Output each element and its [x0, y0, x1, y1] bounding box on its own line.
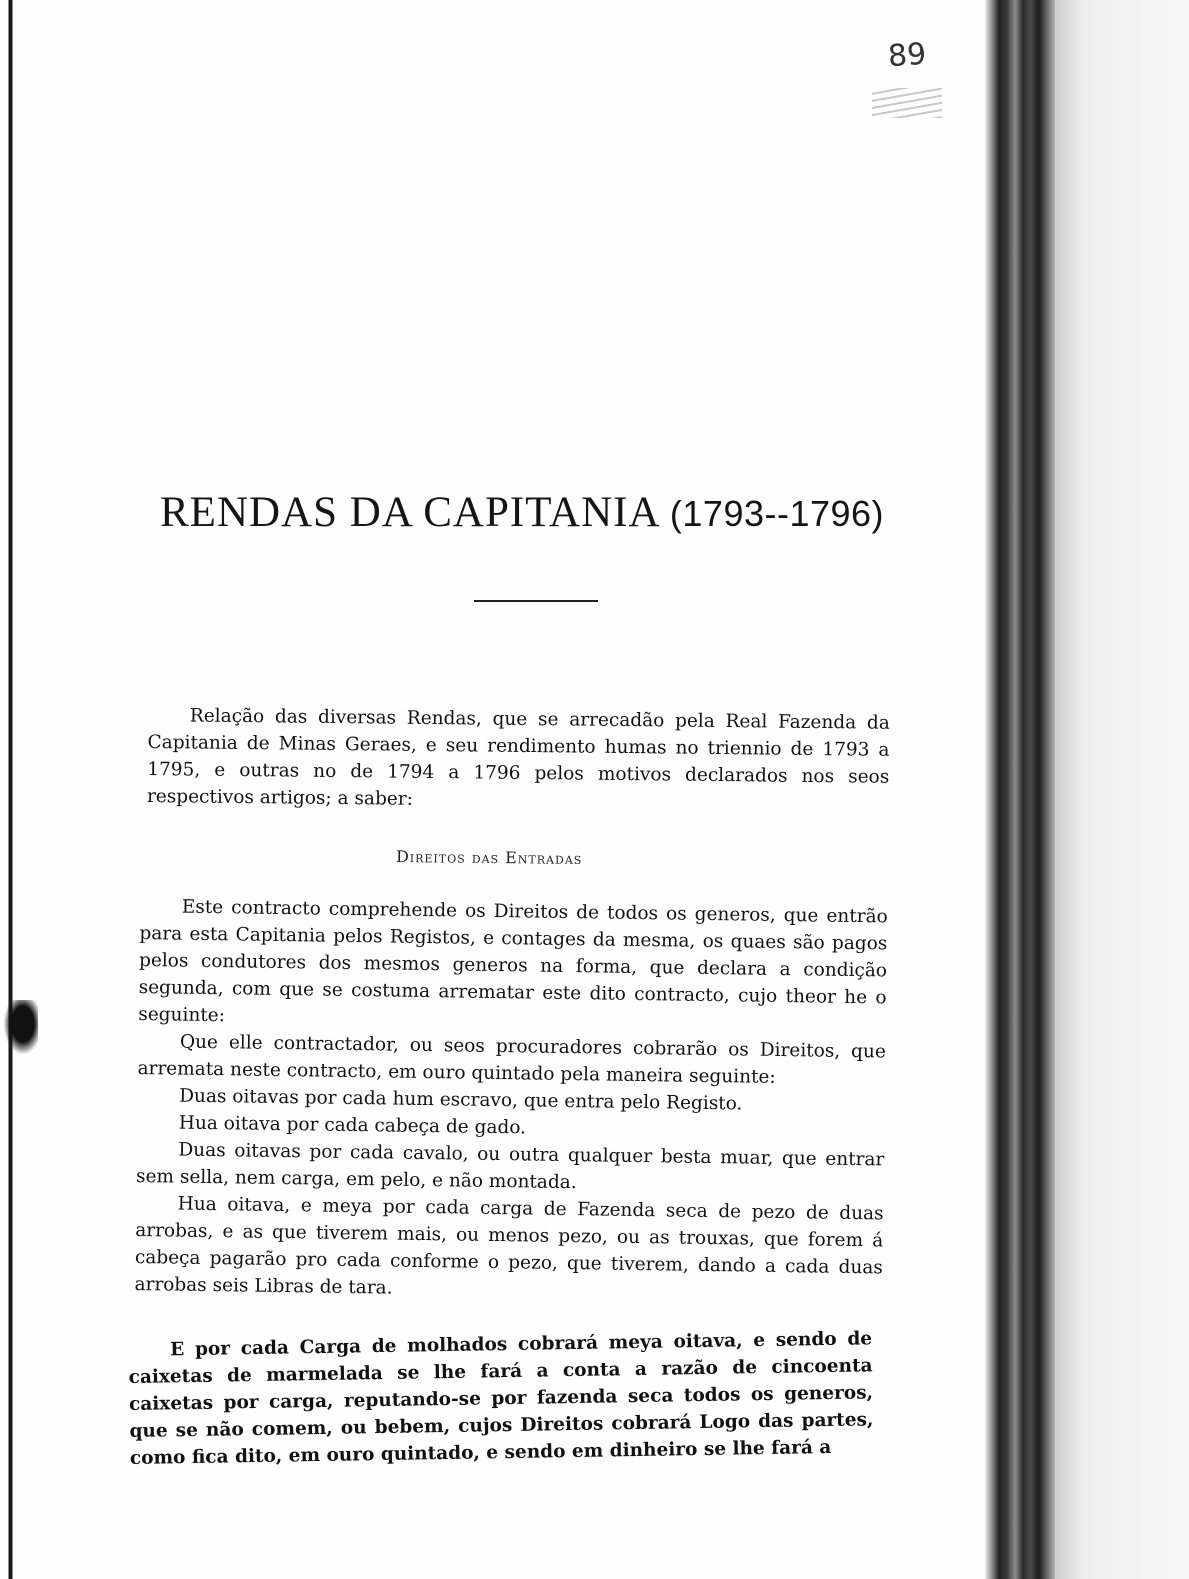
paragraph: Hua oitava, e meya por cada carga de Fazenda seca de pezo de duas arrobas, e as que tiverem mais, ou menos pezo, ou as trouxas, que forem á cabeça pagarão pro cada conforme o pezo, que tiverem, dando a cada duas arrobas seis Libras de tara.	[134, 1193, 884, 1299]
paragraph: Duas oitavas por cada cavalo, ou outra qualquer besta muar, que entrar sem sella, nem carga, em pelo, e não montada.	[135, 1139, 885, 1194]
intro-block	[147, 702, 890, 818]
document-title	[160, 488, 920, 537]
page-left-edge	[0, 0, 16, 1579]
paragraph: Hua oitava por cada cabeça de gado.	[178, 1112, 527, 1139]
paragraph: Que elle contractador, ou seos procuradores cobrarão os Direitos, que arremata neste contracto, em ouro quintado pela maneira seguinte:	[137, 1031, 887, 1088]
paragraph: E por cada Carga de molhados cobrará meya oitava, e sendo de caixetas de marmelada se lhe fará a conta a razão de cincoenta caixetas por carga, reputando-se por fazenda seca todos os generos, que se não comem, ou bebem, cujos Direitos cobrará Logo das partes, como fica dito, em ouro quintado, e sendo em dinheiro se lhe fará a	[128, 1328, 874, 1469]
paragraph: Este contracto comprehende os Direitos de todos os generos, que entrão para esta Capitania pelos Registos, e contages da mesma, os quaes são pagos pelos condutores dos mesmos generos na forma, que declara a condição segunda, com que se costuma arrematar este dito contracto, cujo theor he o seguinte:	[138, 896, 888, 1027]
scan-margin	[1055, 0, 1189, 1579]
ink-blot	[0, 1000, 38, 1060]
body-block-1	[134, 893, 888, 1308]
title-rule	[474, 600, 598, 602]
book-binding-shadow	[985, 0, 1055, 1579]
section-heading: Direitos das Entradas	[395, 847, 583, 868]
title-years: (1793--1796)	[669, 493, 885, 534]
faint-stamp-mark	[872, 88, 942, 118]
page-number: 89	[886, 36, 928, 75]
paragraph: Duas oitavas por cada hum escravo, que entra pelo Registo.	[179, 1085, 743, 1115]
intro-paragraph: Relação das diversas Rendas, que se arrecadão pela Real Fazenda da Capitania de Minas Geraes, e seu rendimento humas no triennio de 1793 a 1795, e outras no de 1794 a 1796 pelos motivos declarados nos seos respectivos artigos; a saber:	[146, 705, 890, 810]
body-block-2	[128, 1325, 874, 1472]
title-main: RENDAS DA CAPITANIA	[160, 489, 659, 536]
